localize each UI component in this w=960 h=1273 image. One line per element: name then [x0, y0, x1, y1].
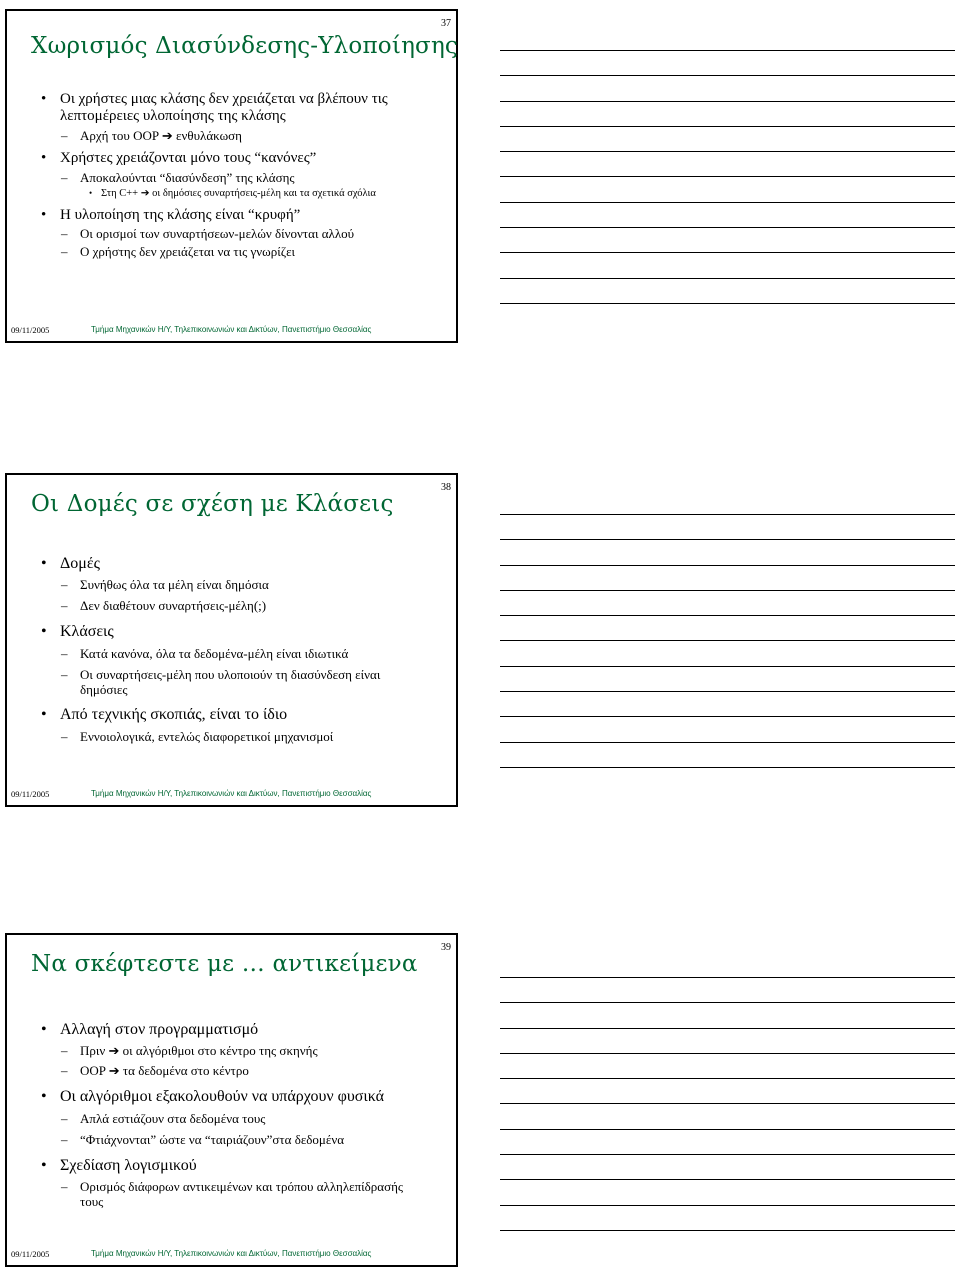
note-line	[500, 151, 955, 152]
slide-title: Να σκέφτεστε με … αντικείμενα	[31, 951, 418, 977]
bullet-item: • Η υλοποίηση της κλάσης είναι “κρυφή”	[41, 206, 301, 223]
note-line	[500, 767, 955, 768]
note-line	[500, 176, 955, 177]
note-line	[500, 126, 955, 127]
slide-body	[27, 1021, 444, 1210]
sub-bullet-item: – Πριν ➔ οι αλγόριθμοι στο κέντρο της σκηνής	[61, 1043, 318, 1059]
sub-sub-bullet-item: • Στη C++ ➔ οι δημόσιες συναρτήσεις-μέλη και τα σχετικά σχόλια	[89, 187, 376, 199]
sub-bullet-item: – Ορισμός διάφορων αντικειμένων και τρόπου αλληλεπίδρασής τους	[61, 1178, 404, 1209]
note-line	[500, 1129, 955, 1130]
note-line	[500, 1205, 955, 1206]
note-line	[500, 1002, 955, 1003]
sub-bullet-item: – Δεν διαθέτουν συναρτήσεις-μέλη(;)	[61, 598, 267, 614]
slide-37	[5, 9, 458, 343]
note-line	[500, 1103, 955, 1104]
note-line	[500, 227, 955, 228]
note-line	[500, 742, 955, 743]
slide-footer	[11, 325, 452, 337]
slide-number: 37	[441, 18, 451, 29]
footer-department: Τμήμα Μηχανικών Η/Υ, Τηλεπικοινωνιών και Δικτύων, Πανεπιστήμιο Θεσσαλίας	[91, 325, 372, 334]
slide-title: Οι Δομές σε σχέση με Κλάσεις	[31, 491, 394, 517]
note-line	[500, 666, 955, 667]
bullet-item: • Σχεδίαση λογισμικού	[41, 1156, 197, 1174]
note-line	[500, 252, 955, 253]
sub-bullet-item: – Οι ορισμοί των συναρτήσεων-μελών δίνονται αλλού	[61, 225, 355, 241]
slide-number: 38	[441, 482, 451, 493]
sub-bullet-item: – Αποκαλούνται “διασύνδεση” της κλάσης	[61, 169, 295, 185]
note-line	[500, 977, 955, 978]
note-line	[500, 615, 955, 616]
slide-footer	[11, 1249, 452, 1261]
sub-bullet-item: – Εννοιολογικά, εντελώς διαφορετικοί μηχανισμοί	[61, 728, 334, 744]
note-line	[500, 101, 955, 102]
note-line	[500, 1179, 955, 1180]
bullet-item: • Οι αλγόριθμοι εξακολουθούν να υπάρχουν φυσικά	[41, 1088, 385, 1106]
footer-department: Τμήμα Μηχανικών Η/Υ, Τηλεπικοινωνιών και Δικτύων, Πανεπιστήμιο Θεσσαλίας	[91, 1249, 372, 1258]
note-line	[500, 1028, 955, 1029]
bullet-item: • Οι χρήστες μιας κλάσης δεν χρειάζεται να βλέπουν τις λεπτομέρειες υλοποίησης της κλάσης	[41, 91, 388, 125]
slide-title: Χωρισμός Διασύνδεσης-Υλοποίησης	[31, 33, 459, 59]
sub-bullet-item: – “Φτιάχνονται” ώστε να “ταιριάζουν”στα δεδομένα	[61, 1131, 345, 1147]
sub-bullet-item: – Αρχή του OOP ➔ ενθυλάκωση	[61, 127, 242, 143]
note-line	[500, 202, 955, 203]
sub-bullet-item: – OOP ➔ τα δεδομένα στο κέντρο	[61, 1063, 249, 1079]
note-line	[500, 50, 955, 51]
slide-footer	[11, 789, 452, 801]
notes-lines-slide-37	[500, 50, 955, 328]
note-line	[500, 75, 955, 76]
bullet-item: • Αλλαγή στον προγραμματισμό	[41, 1021, 259, 1038]
footer-department: Τμήμα Μηχανικών Η/Υ, Τηλεπικοινωνιών και Δικτύων, Πανεπιστήμιο Θεσσαλίας	[91, 789, 372, 798]
footer-date: 09/11/2005	[11, 325, 50, 335]
bullet-item: • Κλάσεις	[41, 623, 114, 641]
slide-body	[27, 555, 444, 745]
notes-lines-slide-39	[500, 977, 955, 1255]
slide-38	[5, 473, 458, 807]
bullet-item: • Δομές	[41, 555, 100, 572]
sub-bullet-item: – Κατά κανόνα, όλα τα δεδομένα-μέλη είναι ιδιωτικά	[61, 645, 349, 661]
sub-bullet-item: – Απλά εστιάζουν στα δεδομένα τους	[61, 1110, 266, 1126]
note-line	[500, 1154, 955, 1155]
note-line	[500, 716, 955, 717]
note-line	[500, 1230, 955, 1231]
slide-39	[5, 933, 458, 1267]
note-line	[500, 278, 955, 279]
note-line	[500, 1078, 955, 1079]
note-line	[500, 590, 955, 591]
bullet-item: • Από τεχνικής σκοπιάς, είναι το ίδιο	[41, 706, 288, 724]
slide-body	[27, 91, 444, 260]
note-line	[500, 539, 955, 540]
sub-bullet-item: – Ο χρήστης δεν χρειάζεται να τις γνωρίζει	[61, 243, 296, 259]
notes-lines-slide-38	[500, 514, 955, 792]
note-line	[500, 1053, 955, 1054]
note-line	[500, 640, 955, 641]
sub-bullet-item: – Οι συναρτήσεις-μέλη που υλοποιούν τη διασύνδεση είναι δημόσιες	[61, 666, 381, 697]
sub-bullet-item: – Συνήθως όλα τα μέλη είναι δημόσια	[61, 577, 269, 593]
note-line	[500, 303, 955, 304]
bullet-item: • Χρήστες χρειάζονται μόνο τους “κανόνες”	[41, 150, 317, 167]
note-line	[500, 514, 955, 515]
footer-date: 09/11/2005	[11, 1249, 50, 1259]
footer-date: 09/11/2005	[11, 789, 50, 799]
slide-number: 39	[441, 942, 451, 953]
note-line	[500, 691, 955, 692]
note-line	[500, 565, 955, 566]
